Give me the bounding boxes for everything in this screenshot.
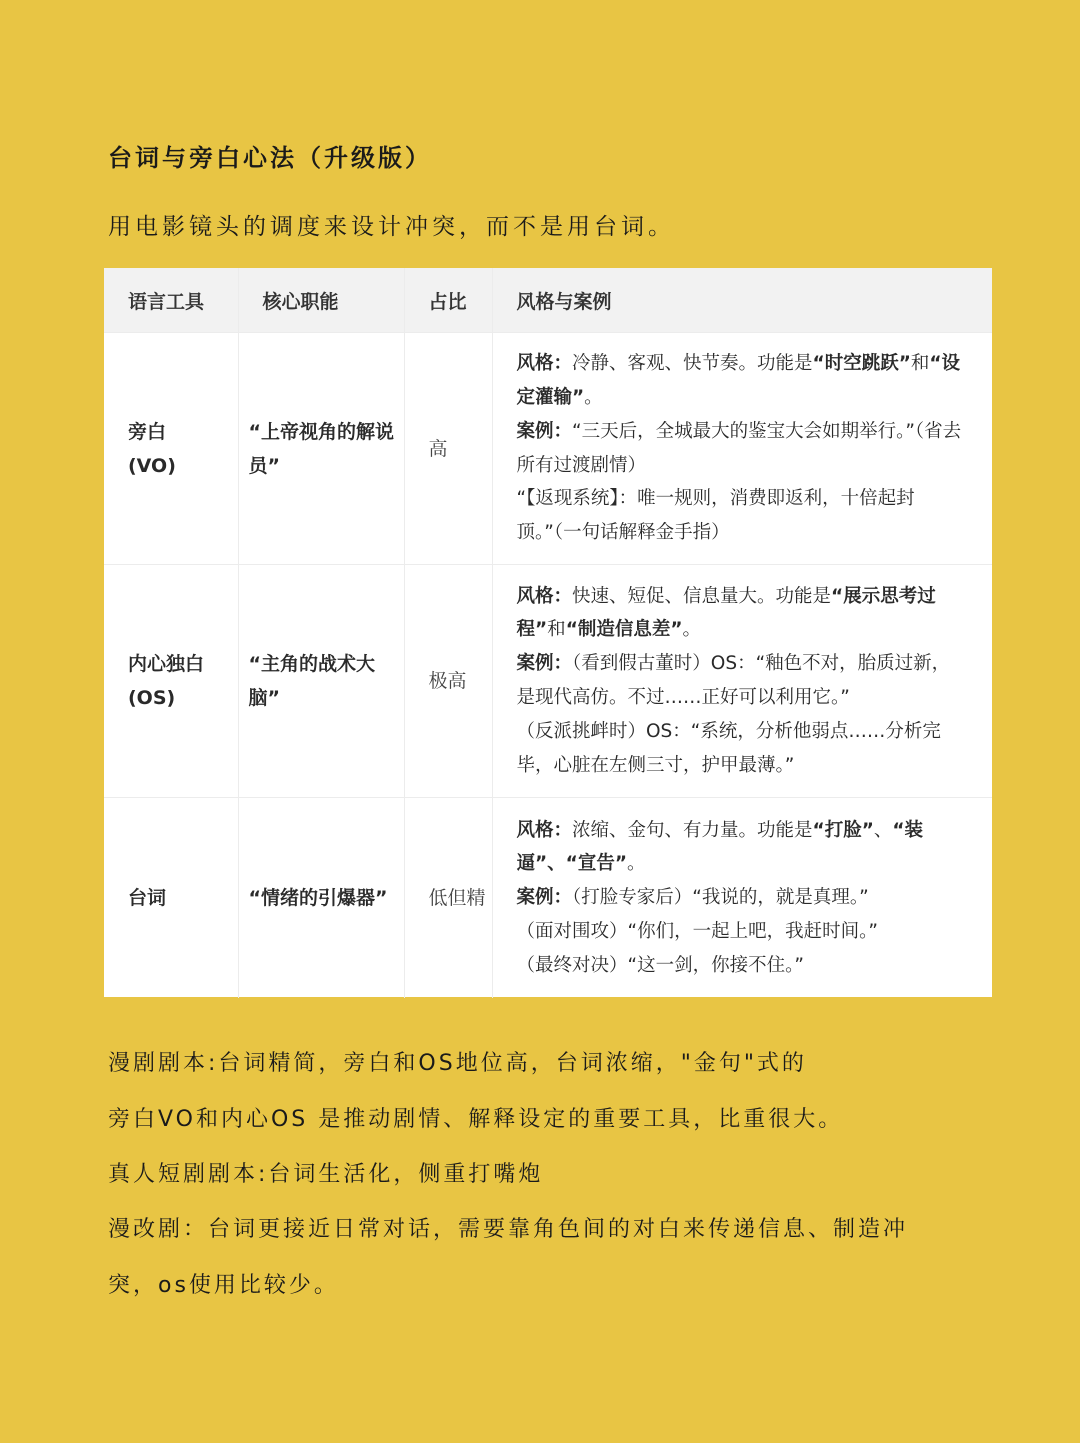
- ratio-cell: 高: [404, 333, 492, 565]
- header-ratio: 占比: [404, 268, 492, 333]
- role-cell: “上帝视角的解说员”: [238, 333, 404, 565]
- language-tools-table: [104, 268, 992, 997]
- note-line: 突，os使用比较少。: [108, 1273, 339, 1298]
- case-line: “【返现系统】：唯一规则，消费即返利，十倍起封顶。”（一句话解释金手指）: [516, 488, 915, 544]
- tool-name: 台词: [128, 887, 167, 909]
- tool-cell: [104, 565, 238, 798]
- case-line: （面对围攻）“你们，一起上吧，我赶时间。”: [516, 920, 878, 942]
- case-line: （反派挑衅时）OS：“系统，分析他弱点……分析完毕，心脏在左侧三寸，护甲最薄。”: [516, 720, 941, 776]
- ratio-cell: 极高: [404, 565, 492, 798]
- header-role: 核心职能: [238, 268, 404, 333]
- note-line: 真人短剧剧本:台词生活化，侧重打嘴炮: [108, 1162, 544, 1187]
- table-row: [104, 565, 992, 798]
- tool-abbrev: (VO): [128, 454, 176, 477]
- style-cases-cell: [492, 565, 992, 798]
- table-header-row: [104, 268, 992, 333]
- role-cell: “主角的战术大脑”: [238, 565, 404, 798]
- tool-abbrev: (OS): [128, 687, 176, 709]
- header-tool: 语言工具: [104, 268, 238, 333]
- table-row: [104, 333, 992, 565]
- style-cases-cell: [492, 798, 992, 999]
- note-line: 旁白VO和内心OS 是推动剧情、解释设定的重要工具，比重很大。: [108, 1107, 844, 1132]
- tool-cell: [104, 798, 238, 999]
- tool-cell: [104, 333, 238, 565]
- style-line: 风格：浓缩、金句、有力量。功能是“打脸”、“装逼”、“宣告”。: [516, 819, 924, 875]
- tool-name: 旁白: [128, 420, 167, 443]
- role-cell: “情绪的引爆器”: [238, 798, 404, 999]
- note-line: 漫改剧：台词更接近日常对话，需要靠角色间的对白来传递信息、制造冲: [108, 1217, 909, 1242]
- ratio-cell: 低但精: [404, 798, 492, 999]
- style-cases-cell: [492, 333, 992, 565]
- tool-name: 内心独白: [128, 653, 205, 675]
- case-line: （最终对决）“这一剑，你接不住。”: [516, 954, 804, 976]
- case-line: 案例：（打脸专家后）“我说的，就是真理。”: [516, 887, 869, 909]
- header-style-cases: 风格与案例: [492, 268, 992, 333]
- case-line: 案例：（看到假古董时）OS：“釉色不对，胎质过新，是现代高仿。不过……正好可以利用它。”: [516, 653, 951, 708]
- table-row: [104, 798, 992, 999]
- style-line: 风格：冷静、客观、快节奏。功能是“时空跳跃”和“设定灌输”。: [516, 353, 961, 408]
- style-line: 风格：快速、短促、信息量大。功能是“展示思考过程”和“制造信息差”。: [516, 585, 936, 641]
- page-subtitle: 用电影镜头的调度来设计冲突，而不是用台词。: [108, 214, 675, 240]
- page-heading: 台词与旁白心法（升级版）: [108, 144, 432, 172]
- case-line: 案例：“三天后，全城最大的鉴宝大会如期举行。”（省去所有过渡剧情）: [516, 420, 962, 476]
- note-line: 漫剧剧本:台词精简，旁白和OS地位高，台词浓缩，"金句"式的: [108, 1051, 807, 1076]
